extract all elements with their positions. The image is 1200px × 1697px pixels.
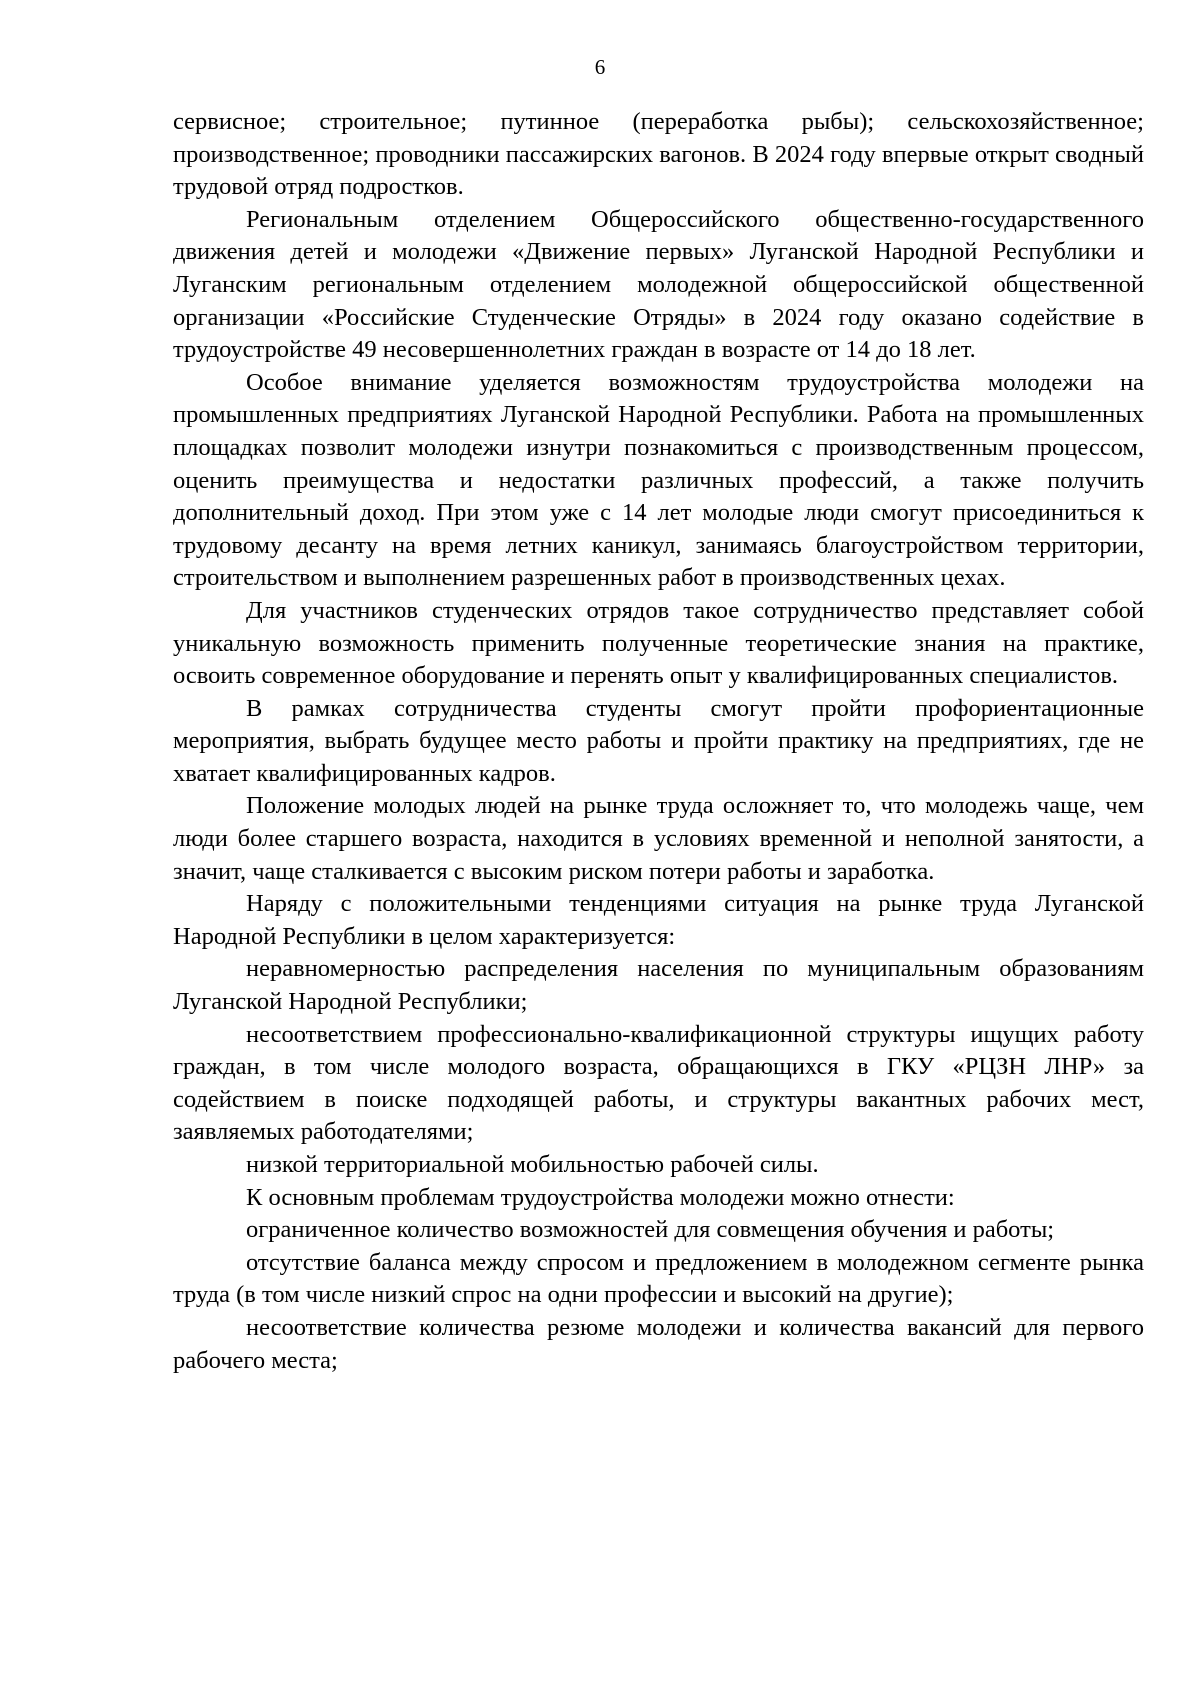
list-item: несоответствием профессионально-квалификационной структуры ищущих работу граждан, в том числе молодого возраста, обращающихся в ГКУ «РЦЗН ЛНР» за содействием в поиске подходящей работы, и структуры вакантных рабочих мест, заявляемых работодателями;: [173, 1020, 1144, 1146]
paragraph: Региональным отделением Общероссийского общественно-государственного движения детей и молодежи «Движение первых» Луганской Народной Республики и Луганским региональным отделением молодежной общероссийской общественной организации «Российские Студенческие Отряды» в 2024 году оказано содействие в трудоустройстве 49 несовершеннолетних граждан в возрасте от 14 до 18 лет.: [173, 205, 1144, 364]
list-item: неравномерностью распределения населения по муниципальным образованиям Луганской Народной Республики;: [173, 955, 1144, 1016]
page-number: 6: [594, 55, 606, 79]
list-item: низкой территориальной мобильностью рабочей силы.: [246, 1151, 819, 1178]
paragraph: сервисное; строительное; путинное (переработка рыбы); сельскохозяйственное; производственное; проводники пассажирских вагонов. В 2024 году впервые открыт сводный трудовой отряд подростков.: [173, 108, 1144, 201]
paragraph: К основным проблемам трудоустройства молодежи можно отнести:: [246, 1183, 955, 1211]
paragraph: Особое внимание уделяется возможностям трудоустройства молодежи на промышленных предприятиях Луганской Народной Республики. Работа на промышленных площадках позволит молодежи изнутри познакомиться с производственным процессом, оценить преимущества и недостатки различных профессий, а также получить дополнительный доход. При этом уже с 14 лет молодые люди смогут присоединиться к трудовому десанту на время летних каникул, занимаясь благоустройством территории, строительством и выполнением разрешенных работ в производственных цехах.: [173, 368, 1144, 592]
paragraph: Для участников студенческих отрядов такое сотрудничество представляет собой уникальную возможность применить полученные теоретические знания на практике, освоить современное оборудование и перенять опыт у квалифицированных специалистов.: [173, 596, 1144, 690]
list-item: ограниченное количество возможностей для совмещения обучения и работы;: [246, 1216, 1055, 1244]
paragraph: Положение молодых людей на рынке труда осложняет то, что молодежь чаще, чем люди более старшего возраста, находится в условиях временной и неполной занятости, а значит, чаще сталкивается с высоким риском потери работы и заработка.: [173, 792, 1144, 885]
list-item: отсутствие баланса между спросом и предложением в молодежном сегменте рынка труда (в том числе низкий спрос на одни профессии и высокий на другие);: [173, 1248, 1144, 1309]
paragraph: В рамках сотрудничества студенты смогут пройти профориентационные мероприятия, выбрать будущее место работы и пройти практику на предприятиях, где не хватает квалифицированных кадров.: [173, 694, 1144, 787]
document-body: [173, 106, 1144, 1377]
paragraph: Наряду с положительными тенденциями ситуация на рынке труда Луганской Народной Республики в целом характеризуется:: [173, 890, 1144, 950]
list-item: несоответствие количества резюме молодежи и количества вакансий для первого рабочего места;: [173, 1313, 1144, 1374]
